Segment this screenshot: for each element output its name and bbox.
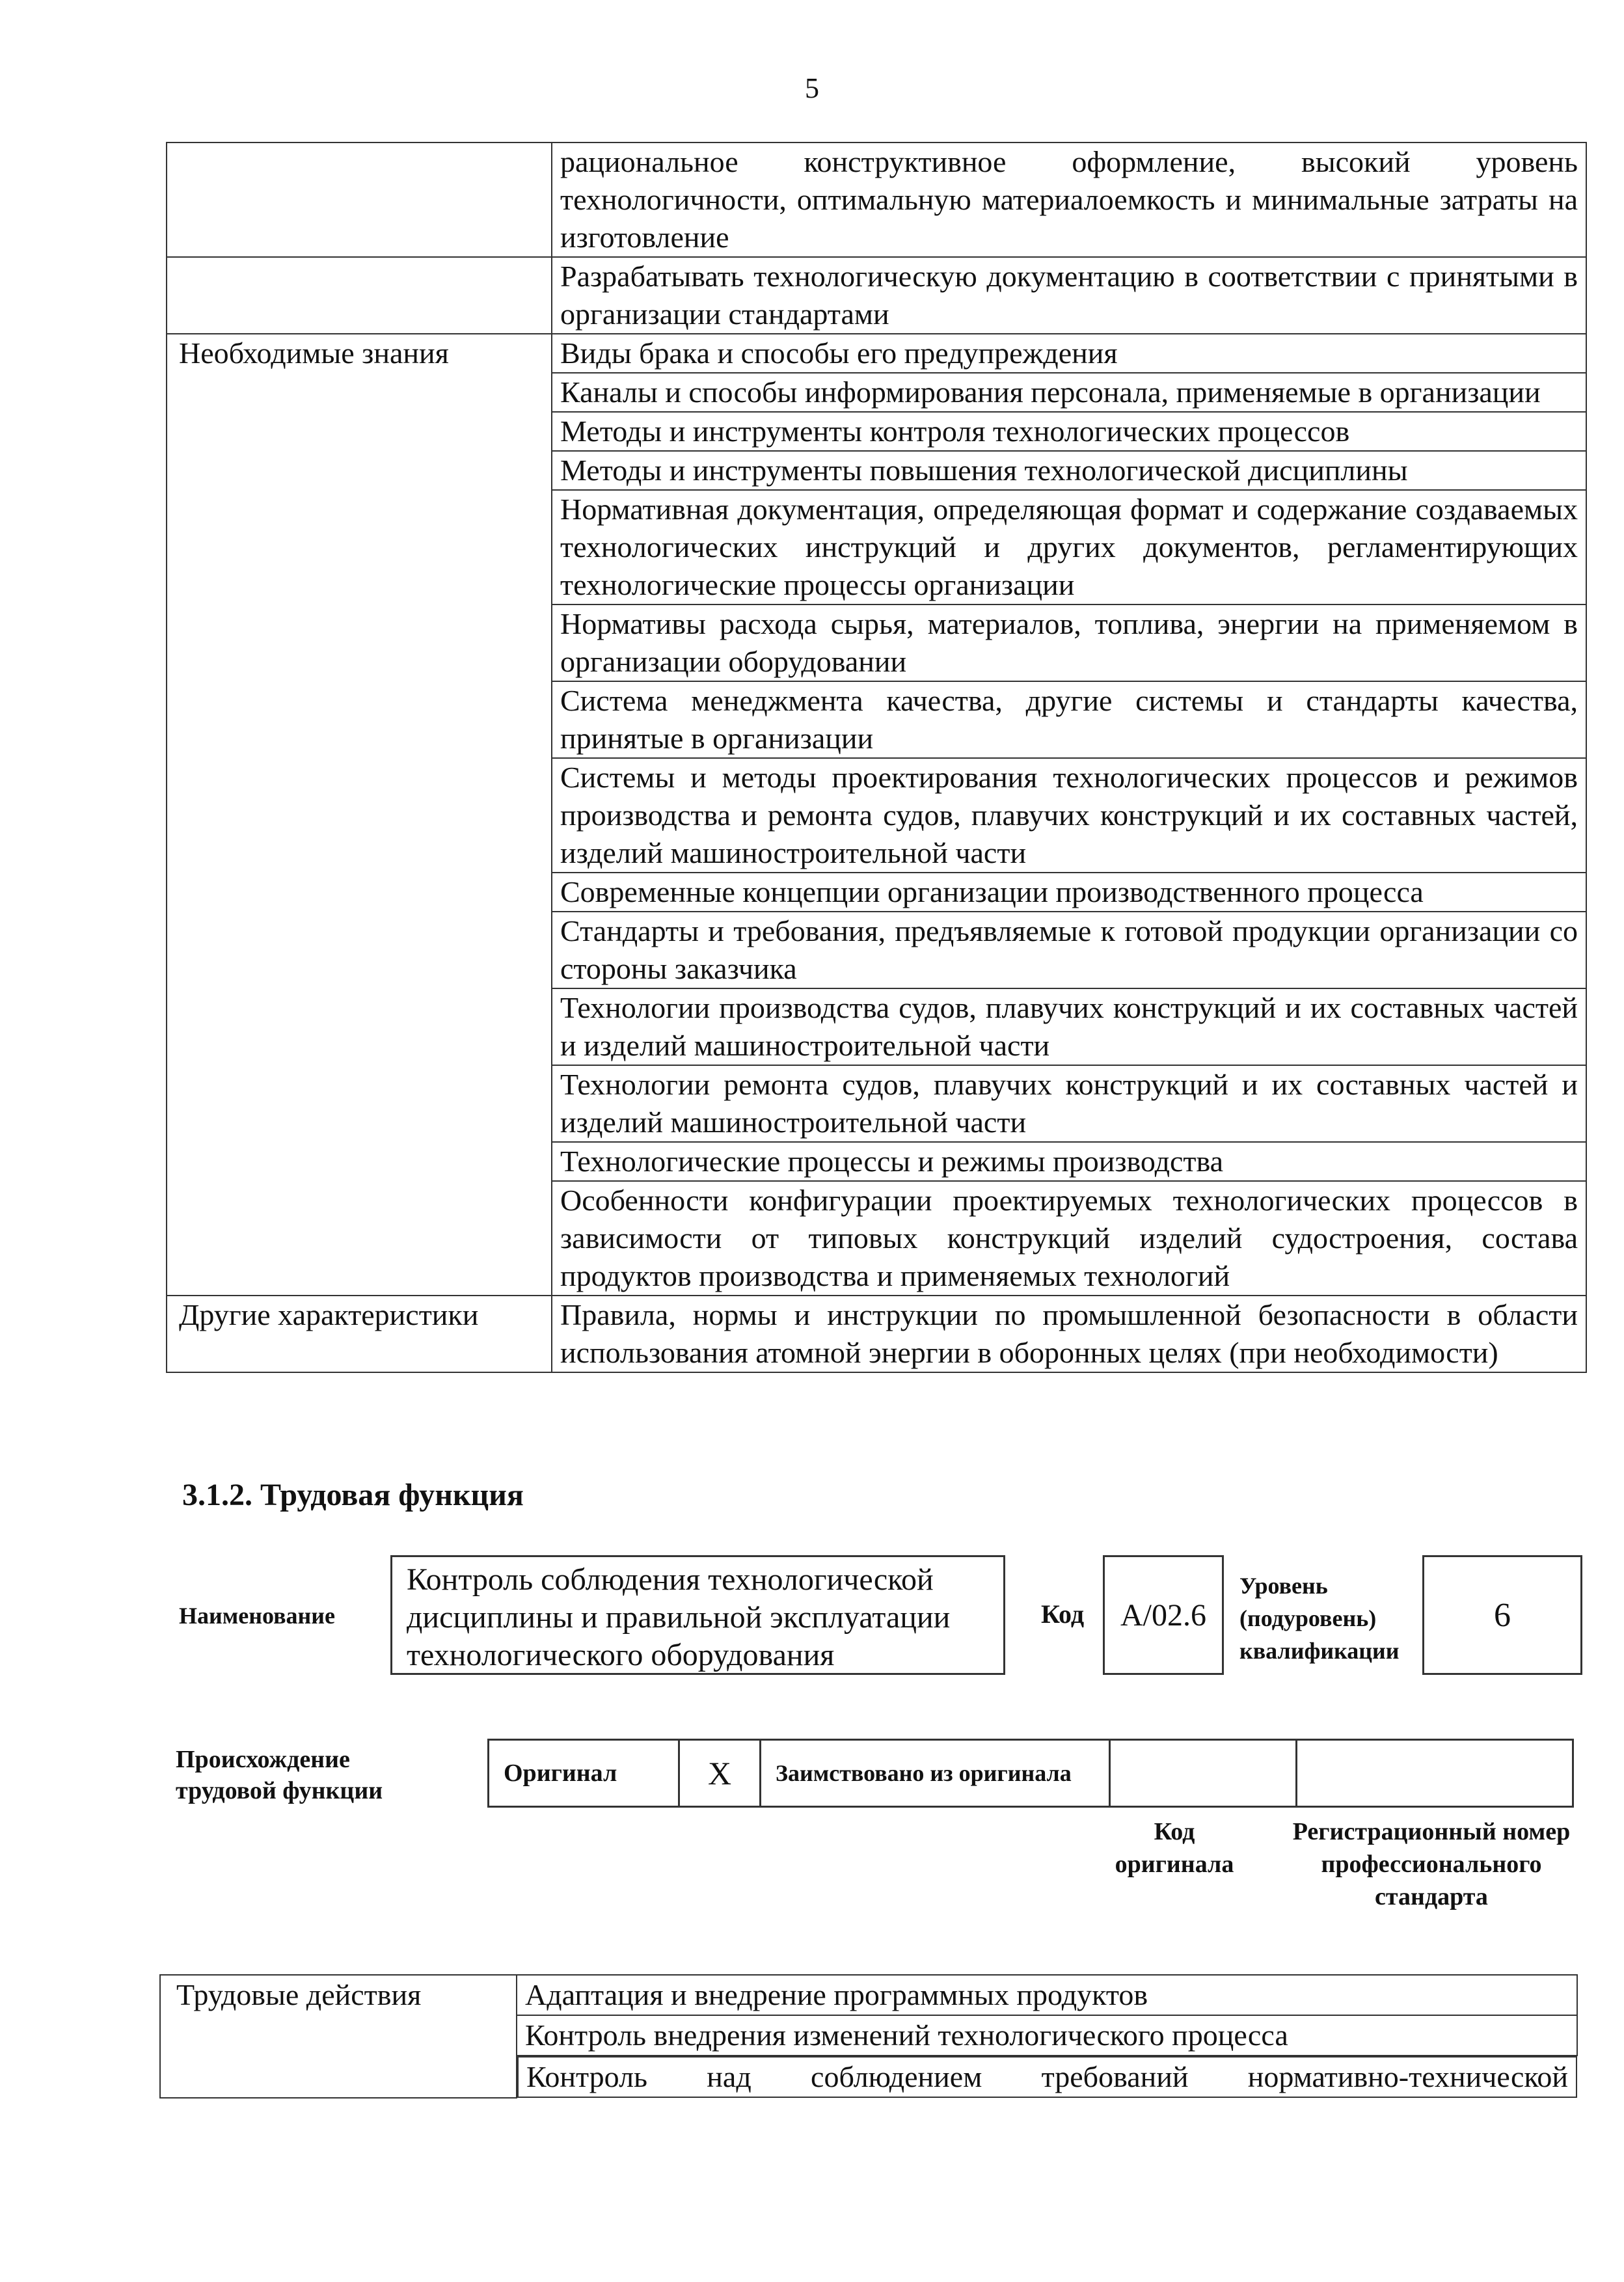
borrowed-cell: Заимствовано из оригинала — [759, 1739, 1111, 1808]
code-label: Код — [1041, 1599, 1085, 1629]
table-row: Адаптация и внедрение программных продуктов — [517, 1975, 1577, 2015]
table-row: Технологические процессы и режимы производства — [552, 1142, 1586, 1181]
actions-label: Трудовые действия — [160, 1975, 517, 2098]
original-code-cell — [1109, 1739, 1297, 1808]
table-row: Система менеджмента качества, другие системы и стандарты качества, принятые в организации — [552, 681, 1586, 758]
origin-label — [176, 1744, 383, 1806]
name-label: Наименование — [179, 1603, 335, 1629]
caption-line: Регистрационный номер — [1292, 1818, 1571, 1845]
table-row: Виды брака и способы его предупреждения — [552, 334, 1586, 373]
reg-number-caption — [1275, 1815, 1588, 1913]
caption-line: профессионального — [1321, 1851, 1542, 1878]
reg-number-cell — [1295, 1739, 1574, 1808]
table-row: Методы и инструменты повышения технологической дисциплины — [552, 451, 1586, 490]
table-row: Системы и методы проектирования технологических процессов и режимов производства и ремонта судов, плавучих конструкций и их составных частей, изделий машиностроительной части — [552, 758, 1586, 873]
caption-line: стандарта — [1375, 1883, 1488, 1910]
level-label-line: (подуровень) — [1239, 1605, 1377, 1631]
table-row: Технологии производства судов, плавучих конструкций и их составных частей и изделий машиностроительной части — [552, 988, 1586, 1065]
table-row: Контроль внедрения изменений технологического процесса — [517, 2015, 1577, 2056]
table-row: Нормативная документация, определяющая формат и содержание создаваемых технологических инструкций и других документов, регламентирующих технологические процессы организации — [552, 490, 1586, 604]
origin-label-line: трудовой функции — [176, 1777, 383, 1804]
page-number: 5 — [805, 72, 819, 104]
origin-label-line: Происхождение — [176, 1746, 350, 1773]
code-value-box: А/02.6 — [1103, 1555, 1224, 1675]
table-row: рациональное конструктивное оформление, высокий уровень технологичности, оптимальную материалоемкость и минимальные затраты на изготовление — [552, 143, 1586, 257]
knowledge-label: Необходимые знания — [167, 334, 552, 1296]
caption-line: оригинала — [1115, 1851, 1234, 1878]
empty-label-cell — [167, 257, 552, 334]
requirements-table — [166, 142, 1587, 1373]
table-row: Контроль над соблюдением требований нормативно-технической — [517, 2056, 1577, 2098]
original-cell: Оригинал — [487, 1739, 680, 1808]
level-label-line: квалификации — [1239, 1638, 1400, 1664]
function-name-box: Контроль соблюдения технологической дисциплины и правильной эксплуатации технологического оборудования — [390, 1555, 1005, 1675]
original-mark-cell: X — [678, 1739, 761, 1808]
table-row: Методы и инструменты контроля технологических процессов — [552, 412, 1586, 451]
table-row: Правила, нормы и инструкции по промышленной безопасности в области использования атомной энергии в оборонных целях (при необходимости) — [552, 1296, 1586, 1372]
table-row: Стандарты и требования, предъявляемые к готовой продукции организации со стороны заказчика — [552, 912, 1586, 988]
level-label — [1239, 1569, 1400, 1667]
code-original-caption — [1080, 1815, 1269, 1881]
table-row: Особенности конфигурации проектируемых технологических процессов в зависимости от типовых конструкций изделий судостроения, состава продуктов производства и применяемых технологий — [552, 1181, 1586, 1296]
level-label-line: Уровень — [1239, 1573, 1328, 1599]
table-row: Современные концепции организации производственного процесса — [552, 873, 1586, 912]
caption-line: Код — [1154, 1818, 1195, 1845]
table-row: Каналы и способы информирования персонала, применяемые в организации — [552, 373, 1586, 412]
level-value-box: 6 — [1422, 1555, 1582, 1675]
section-heading: 3.1.2. Трудовая функция — [182, 1478, 524, 1512]
actions-table — [159, 1974, 1578, 2099]
table-row: Технологии ремонта судов, плавучих конструкций и их составных частей и изделий машиностроительной части — [552, 1065, 1586, 1142]
table-row: Нормативы расхода сырья, материалов, топлива, энергии на применяемом в организации оборудовании — [552, 604, 1586, 681]
empty-label-cell — [167, 143, 552, 257]
other-characteristics-label: Другие характеристики — [167, 1296, 552, 1372]
table-row: Разрабатывать технологическую документацию в соответствии с принятыми в организации стандартами — [552, 257, 1586, 334]
origin-row — [489, 1739, 1580, 1808]
